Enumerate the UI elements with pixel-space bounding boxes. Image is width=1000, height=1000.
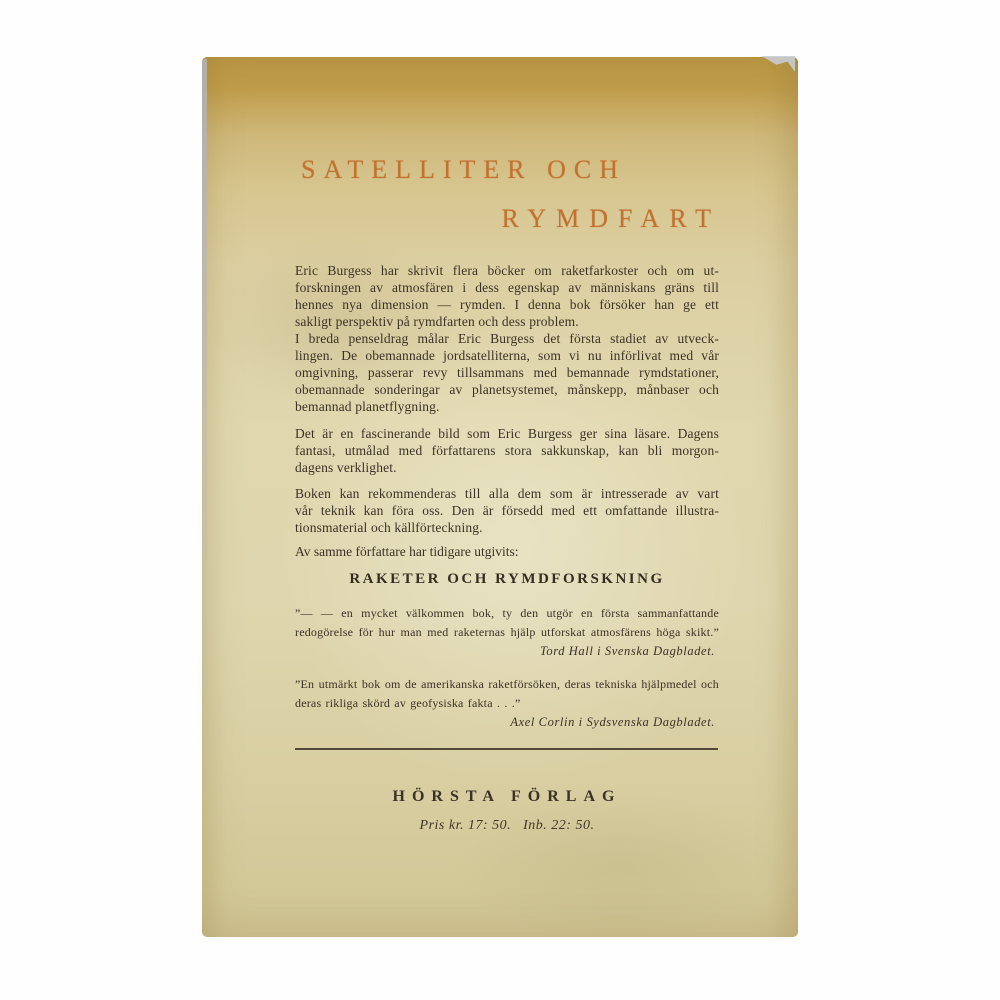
- text-line: tionsmaterial och källförteckning.: [295, 520, 483, 535]
- cover-title: [295, 155, 721, 234]
- text-line: Eric Burgess har skrivit flera böcker om raketfarkoster och om ut-: [295, 263, 719, 278]
- text-line: forskningen av atmosfären i dess egenskap av människans gräns till: [295, 280, 719, 295]
- text-line: dagens verklighet.: [295, 460, 397, 475]
- divider-rule: [295, 748, 718, 750]
- text-line: lingen. De obemannade jordsatelliterna, som vi nu införlivat med vår: [295, 348, 719, 363]
- text-line: omgivning, passerar revy tillsammans med bemannade rymdstationer,: [295, 365, 719, 380]
- blurb-paragraph-4: [295, 485, 719, 536]
- cover-title-line-1: SATELLITER OCH: [301, 155, 627, 184]
- review-attribution-1: Tord Hall i Svenska Dagbladet.: [539, 644, 715, 658]
- cover-title-line-2: RYMDFART: [501, 204, 721, 233]
- text-line: Det är en fascinerande bild som Eric Burgess ger sina läsare. Dagens: [295, 426, 719, 441]
- blurb-paragraph-2: [295, 330, 719, 415]
- text-line: deras rikliga skörd av geofysiska fakta . . .”: [295, 696, 521, 710]
- previous-work-title: RAKETER OCH RYMDFORSKNING: [349, 571, 665, 587]
- text-line: ”En utmärkt bok om de amerikanska raketförsöken, deras tekniska hjälpmedel och: [295, 677, 719, 691]
- text-line: Boken kan rekommenderas till alla dem som är intresserade av vart: [295, 486, 719, 501]
- text-line: obemannade sonderingar av planetsystemet, månskepp, månbaser och: [295, 382, 719, 397]
- text-line: ”— — en mycket välkommen bok, ty den utgör en första sammanfattande: [295, 606, 719, 620]
- publisher-name: HÖRSTA FÖRLAG: [392, 788, 622, 805]
- jacket-tear-mark: [761, 56, 795, 72]
- text-line: vår teknik kan föra oss. Den är försedd med ett omfattande illustra-: [295, 503, 719, 518]
- price-line: Pris kr. 17: 50. Inb. 22: 50.: [419, 818, 595, 833]
- blurb-column: [295, 262, 719, 834]
- blurb-paragraph-3: [295, 425, 719, 476]
- review-quote-1: [295, 604, 719, 642]
- blurb-paragraph-1: [295, 262, 719, 330]
- review-quote-2: [295, 675, 719, 713]
- text-line: hennes nya dimension — rymden. I denna bok försöker han ge ett: [295, 297, 719, 312]
- review-attribution-2: Axel Corlin i Sydsvenska Dagbladet.: [510, 715, 715, 729]
- text-line: fantasi, utmålad med författarens stora sakkunskap, kan bli morgon-: [295, 443, 719, 458]
- text-line: bemannad planetflygning.: [295, 399, 440, 414]
- book-back-cover: [202, 57, 798, 937]
- text-line: sakligt perspektiv på rymdfarten och dess problem.: [295, 314, 579, 329]
- jacket-edge-highlight: [202, 59, 207, 904]
- previous-works-intro: Av samme författare har tidigare utgivits:: [295, 544, 519, 559]
- text-line: I breda penseldrag målar Eric Burgess det första stadiet av utveck-: [295, 331, 719, 346]
- text-line: redogörelse för hur man med raketernas hjälp utforskat atmosfärens höga skikt.”: [295, 625, 719, 639]
